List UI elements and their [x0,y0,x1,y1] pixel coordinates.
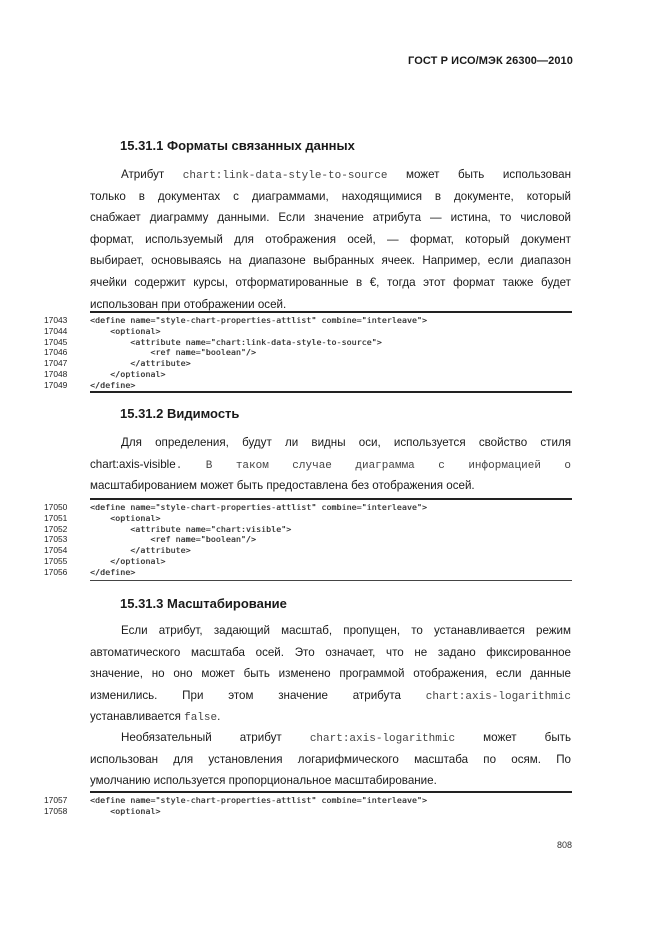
code-line [44,502,574,513]
paragraph-line: формат, используемый для отображения осей, — формат, который документ [90,232,571,246]
inline-code: chart:axis-logarithmic [309,733,456,745]
standard-header: ГОСТ Р ИСО/МЭК 26300—2010 [408,55,573,67]
code-text: <define name="style-chart-properties-attlist" combine="interleave"> [90,795,427,805]
line-number: 17058 [44,805,68,816]
paragraph-line: значение, но оно может быть изменено программой отображения, если данные [90,667,571,681]
paragraph-line [90,706,571,728]
paragraph-line: использован для установления логарифмического масштаба по осям. По [90,752,571,766]
code-text: <optional> [90,805,161,816]
line-number: 17055 [44,555,68,566]
line-number: 17056 [44,566,68,577]
code-line [44,380,574,391]
code-text: </define> [90,566,136,577]
line-number: 17049 [44,379,68,390]
paragraph-line: ячейки содержит курсы, отформатированные в €, тогда этот формат также будет [90,275,571,289]
line-number: 17050 [44,502,68,512]
line-number: 17054 [44,545,68,556]
paragraph-text: . [217,710,221,724]
paragraph-line: Для определения, будут ли видны оси, используется свойство стиля [121,436,571,449]
line-number: 17057 [44,795,68,805]
paragraph-text: может быть [455,731,572,744]
section-1-paragraph [90,164,571,315]
code-line [44,524,574,535]
code-text: <attribute name="chart:link-data-style-to-source"> [90,336,382,347]
code-text: <optional> [90,325,161,336]
section-3-paragraph-2 [90,727,571,792]
page-number: 808 [557,840,573,850]
code-block-bottom-rule [90,391,572,393]
paragraph-line [90,727,571,749]
section-heading-2: 15.31.2 Видимость [120,406,240,421]
section-3-paragraph [90,620,571,728]
code-line [44,315,574,326]
code-line [44,326,574,337]
paragraph-line [90,164,571,186]
code-text: <ref name="boolean"/> [90,347,256,358]
paragraph-line: использован при отображении осей. [90,297,287,311]
paragraph-text: Необязательный атрибут [121,731,310,744]
paragraph-line: выбирает, основываясь на диапазоне выбранных ячеек. Например, если диапазон [90,254,571,268]
code-block-bottom-rule [90,580,572,581]
paragraph-line: только в документах с диаграммами, находящимися в документе, который [90,189,571,203]
code-line [44,358,574,369]
code-block-2 [44,502,574,578]
line-number: 17043 [44,315,68,325]
code-text: <ref name="boolean"/> [90,534,256,545]
paragraph-line: автоматического масштаба осей. Это означает, что не задано фиксированное [90,645,571,659]
code-text: </define> [90,379,136,390]
code-block-top-rule [90,498,572,500]
code-line [44,513,574,524]
line-number: 17044 [44,325,68,336]
code-block-top-rule [90,791,572,793]
line-number: 17051 [44,512,68,523]
code-block-top-rule [90,311,572,313]
paragraph-line: масштабированием может быть предоставлена без отображения осей. [90,479,475,493]
code-line [44,795,574,806]
code-text: </attribute> [90,545,191,556]
code-line [44,556,574,567]
paragraph-text: Атрибут [121,168,183,181]
inline-code: chart:axis-logarithmic [425,690,571,703]
code-line [44,347,574,358]
code-line [44,534,574,545]
code-text: </optional> [90,368,166,379]
section-heading-3: 15.31.3 Масштабирование [120,596,287,611]
line-number: 17052 [44,523,68,534]
paragraph-text: chart:axis-visible [90,457,176,471]
line-number: 17045 [44,336,68,347]
paragraph-line: снабжает диаграмму данными. Если значение атрибута — истина, то числовой [90,211,571,225]
code-line [44,806,574,817]
code-text: <define name="style-chart-properties-attlist" combine="interleave"> [90,315,427,325]
section-2-paragraph [90,432,571,497]
code-line [44,567,574,578]
line-number: 17046 [44,347,68,358]
inline-code: . В таком случае диаграмма с информацией о [175,459,571,472]
paragraph-line [90,454,571,476]
line-number: 17048 [44,368,68,379]
paragraph-line: Если атрибут, задающий масштаб, пропущен, то устанавливается режим [121,624,571,637]
code-block-1 [44,315,574,391]
paragraph-text: может быть использован [387,168,571,181]
paragraph-text: изменились. При этом значение атрибута [90,688,426,702]
code-line [44,337,574,348]
paragraph-line: умолчанию используется пропорциональное масштабирование. [90,774,437,788]
line-number: 17047 [44,358,68,369]
code-line [44,369,574,380]
code-text: </optional> [90,555,166,566]
inline-code: false [184,712,218,725]
code-block-3 [44,795,574,817]
code-text: </attribute> [90,358,191,369]
paragraph-text: устанавливается [90,710,185,724]
code-text: <attribute name="chart:visible"> [90,523,292,534]
code-text: <optional> [90,512,161,523]
section-heading-1: 15.31.1 Форматы связанных данных [120,138,355,153]
paragraph-line [90,685,571,707]
line-number: 17053 [44,534,68,545]
code-text: <define name="style-chart-properties-attlist" combine="interleave"> [90,502,427,512]
inline-code: chart:link-data-style-to-source [182,170,388,182]
code-line [44,545,574,556]
